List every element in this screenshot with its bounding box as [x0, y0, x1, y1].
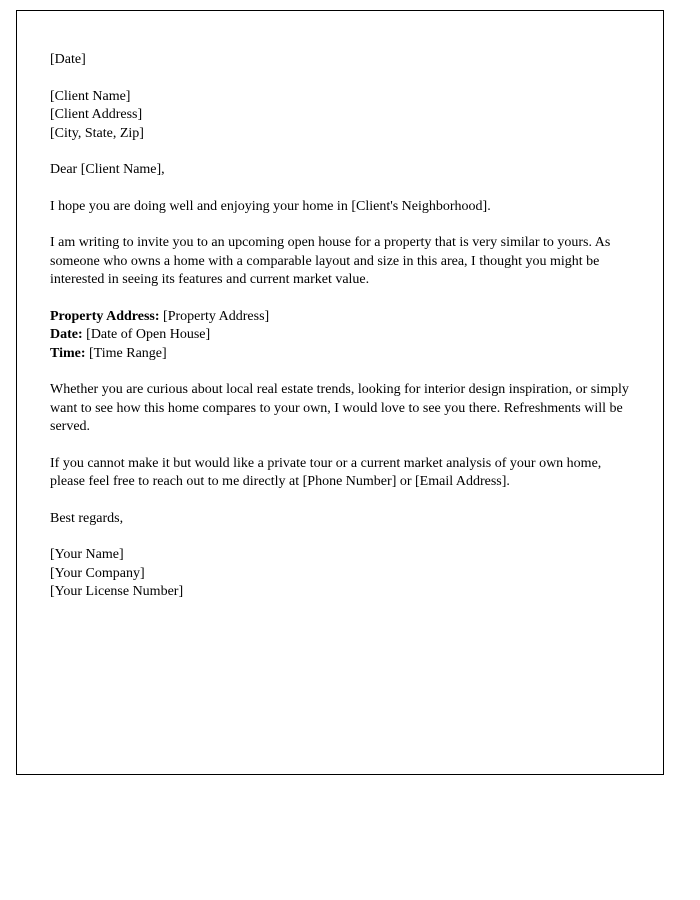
recipient-city-state-zip: [City, State, Zip] — [50, 125, 144, 141]
open-house-time-label: Time: — [50, 345, 86, 361]
property-address-label: Property Address: — [50, 308, 160, 324]
open-house-time-line — [50, 345, 630, 364]
recipient-block — [50, 88, 630, 144]
recipient-address: [Client Address] — [50, 107, 143, 122]
open-house-details — [50, 308, 630, 364]
open-house-time-value: [Time Range] — [89, 345, 167, 361]
open-house-date-value: [Date of Open House] — [86, 327, 211, 342]
recipient-name: [Client Name] — [50, 88, 131, 104]
paragraph-intro: I hope you are doing well and enjoying your home in [Client's Neighborhood]. — [50, 198, 491, 214]
signature-name: [Your Name] — [50, 547, 124, 562]
property-address-value: [Property Address] — [163, 308, 270, 324]
closing: Best regards, — [50, 510, 124, 526]
paragraph-reasons: Whether you are curious about local real estate trends, looking for interior design inspiration, or simply want to see how this home compares to your own, I would love to see you there. Refreshments will be served. — [50, 382, 629, 434]
open-house-date-line — [50, 326, 630, 345]
signature-block — [50, 546, 630, 602]
letter-page — [16, 10, 664, 775]
signature-license: [Your License Number] — [50, 584, 184, 599]
open-house-date-label: Date: — [50, 327, 83, 342]
paragraph-alternative: If you cannot make it but would like a private tour or a current market analysis of your own home, please feel free to reach out to me directly at [Phone Number] or [Email Address]. — [50, 455, 602, 489]
paragraph-invitation: I am writing to invite you to an upcoming open house for a property that is very similar to yours. As someone who owns a home with a comparable layout and size in this area, I thought you might be interested in seeing its features and current market value. — [50, 235, 611, 287]
property-address-line — [50, 308, 630, 327]
salutation: Dear [Client Name], — [50, 162, 165, 177]
signature-company: [Your Company] — [50, 565, 145, 581]
date-placeholder: [Date] — [50, 52, 86, 67]
